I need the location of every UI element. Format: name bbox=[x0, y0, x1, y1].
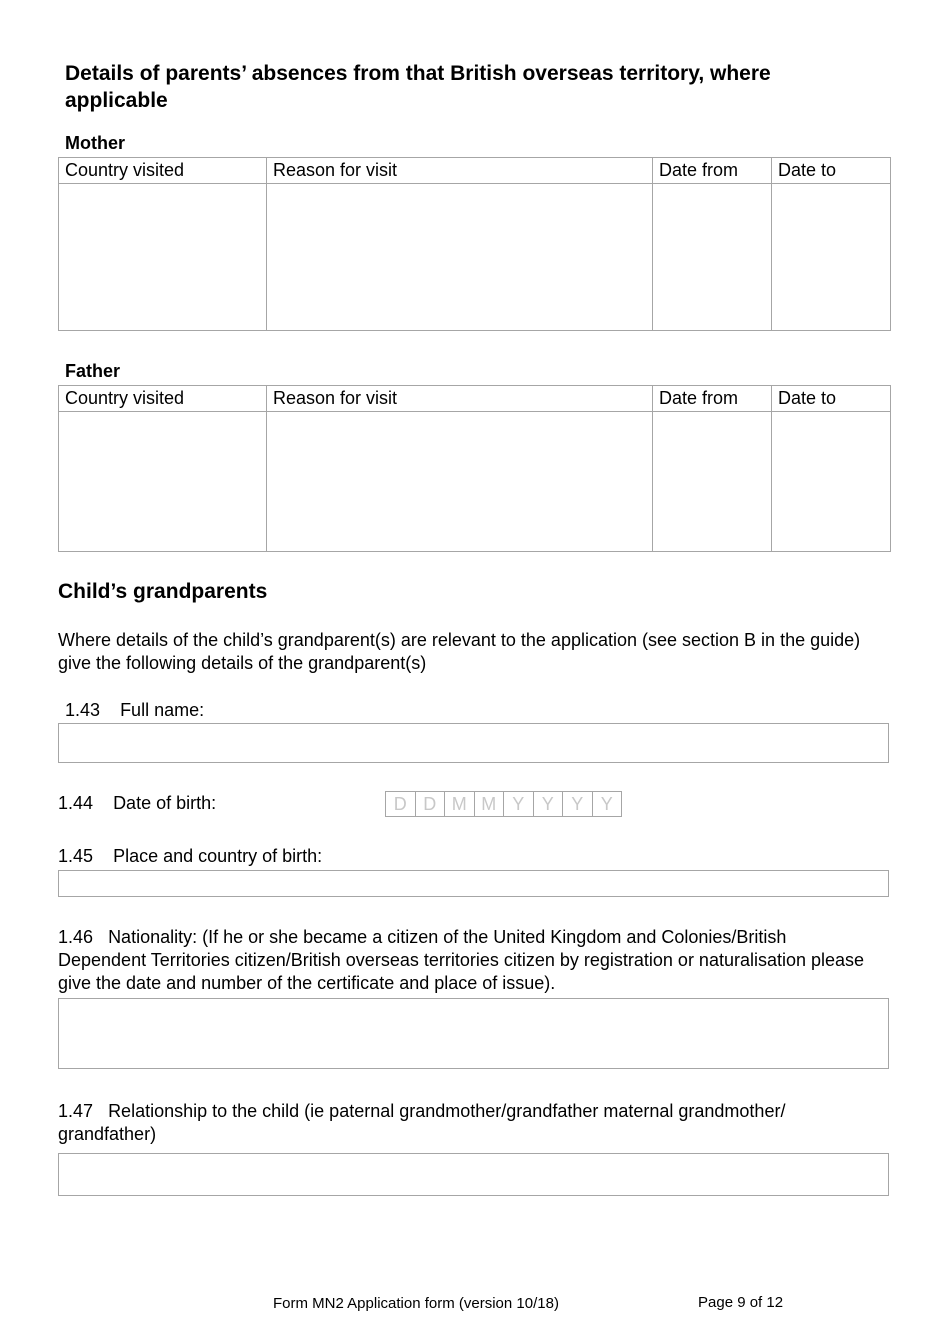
father-reason-cell[interactable] bbox=[267, 412, 653, 552]
col-country-visited: Country visited bbox=[59, 386, 267, 412]
grandparents-heading: Child’s grandparents bbox=[58, 580, 268, 603]
q145-number: 1.45 bbox=[58, 846, 94, 866]
col-date-to: Date to bbox=[772, 386, 891, 412]
mother-date-from-cell[interactable] bbox=[653, 184, 772, 331]
q143-number: 1.43 bbox=[65, 700, 101, 720]
grandparents-intro: Where details of the child’s grandparent(s) are relevant to the application (see section B in the guide) give the following details of the grandparent(s) bbox=[58, 630, 861, 673]
dob-month-1[interactable]: M bbox=[445, 792, 475, 816]
dob-year-3[interactable]: Y bbox=[563, 792, 593, 816]
table-row bbox=[59, 412, 891, 552]
date-of-birth-field[interactable] bbox=[385, 791, 622, 817]
dob-day-2[interactable]: D bbox=[416, 792, 446, 816]
dob-year-2[interactable]: Y bbox=[534, 792, 564, 816]
q145-label bbox=[58, 845, 322, 868]
col-date-to: Date to bbox=[772, 158, 891, 184]
q146-number: 1.46 bbox=[58, 927, 94, 947]
mother-label: Mother bbox=[65, 133, 125, 153]
footer-form-name: Form MN2 Application form (version 10/18) bbox=[273, 1295, 559, 1312]
dob-month-2[interactable]: M bbox=[475, 792, 505, 816]
mother-date-to-cell[interactable] bbox=[772, 184, 891, 331]
relationship-field[interactable] bbox=[58, 1153, 889, 1196]
q144-label bbox=[58, 792, 216, 815]
q145-text: Place and country of birth: bbox=[113, 846, 323, 866]
q143-label bbox=[65, 699, 204, 722]
q147-label bbox=[58, 1100, 858, 1146]
q144-text: Date of birth: bbox=[113, 793, 217, 813]
col-date-from: Date from bbox=[653, 386, 772, 412]
mother-reason-cell[interactable] bbox=[267, 184, 653, 331]
father-absences-table bbox=[58, 385, 891, 552]
q146-label bbox=[58, 926, 868, 995]
nationality-field[interactable] bbox=[58, 998, 889, 1069]
col-country-visited: Country visited bbox=[59, 158, 267, 184]
q143-text: Full name: bbox=[120, 700, 205, 720]
q147-number: 1.47 bbox=[58, 1101, 94, 1121]
table-row bbox=[59, 184, 891, 331]
table-header-row bbox=[59, 386, 891, 412]
mother-country-cell[interactable] bbox=[59, 184, 267, 331]
col-reason-for-visit: Reason for visit bbox=[267, 158, 653, 184]
father-label: Father bbox=[65, 361, 121, 381]
table-header-row bbox=[59, 158, 891, 184]
full-name-field[interactable] bbox=[58, 723, 889, 763]
q144-number: 1.44 bbox=[58, 793, 94, 813]
q147-text: Relationship to the child (ie paternal grandmother/grandfather maternal grandmother/ grandfather) bbox=[58, 1101, 786, 1144]
father-date-from-cell[interactable] bbox=[653, 412, 772, 552]
father-date-to-cell[interactable] bbox=[772, 412, 891, 552]
place-of-birth-field[interactable] bbox=[58, 870, 889, 897]
col-date-from: Date from bbox=[653, 158, 772, 184]
dob-year-4[interactable]: Y bbox=[600, 794, 613, 814]
section-title: Details of parents’ absences from that British overseas territory, where applicable bbox=[65, 62, 771, 112]
dob-day-1[interactable]: D bbox=[386, 792, 416, 816]
dob-year-1[interactable]: Y bbox=[504, 792, 534, 816]
mother-absences-table bbox=[58, 157, 891, 331]
q146-text: Nationality: (If he or she became a citizen of the United Kingdom and Colonies/British Dependent Territories citizen/British overseas territories citizen by registration or naturalisation please give the date and number of the certificate and place of issue). bbox=[58, 927, 865, 993]
footer-page-number: Page 9 of 12 bbox=[698, 1294, 784, 1311]
father-country-cell[interactable] bbox=[59, 412, 267, 552]
col-reason-for-visit: Reason for visit bbox=[267, 386, 653, 412]
